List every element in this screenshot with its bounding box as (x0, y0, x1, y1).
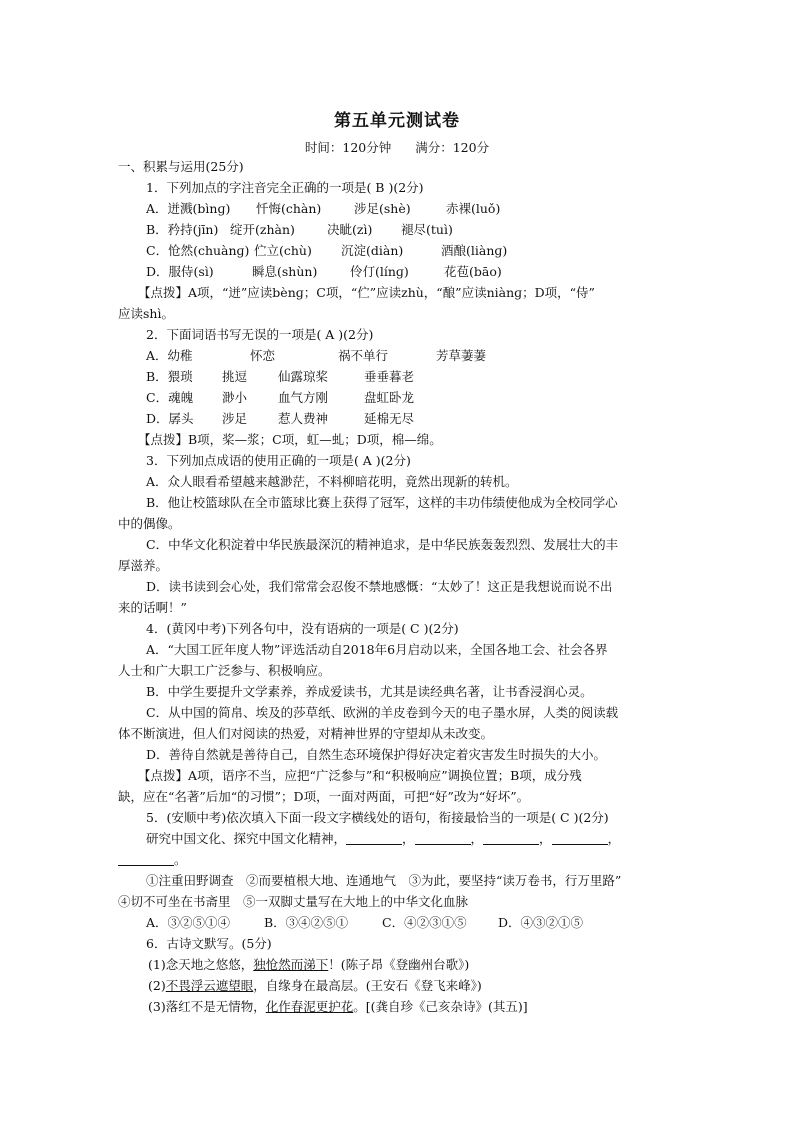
question-3-option-b: B．他让校篮球队在全市篮球比赛上获得了冠军，这样的丰功伟绩使他成为全校同学心 (146, 495, 618, 510)
question-4-option-a: A．“大国工匠年度人物”评选活动自2018年6月启动以来，全国各地工会、社会各界 (146, 642, 608, 657)
option-item: D．服侍(sì) (146, 264, 214, 279)
question-4-option-c: C．从中国的简帛、埃及的莎草纸、欧洲的羊皮卷到今天的电子墨水屏，人类的阅读载 (146, 705, 619, 720)
question-5-passage (118, 828, 678, 849)
question-1-tip: 【点拨】A项，“迸”应读bènɡ；C项，“伫”应读zhù，“酿”应读niànɡ；D项，“侍” (138, 285, 595, 300)
option-item: 花苞(bāo) (444, 264, 502, 279)
poem-source: 。[(龚自珍《己亥杂诗》(其五)] (353, 999, 528, 1014)
question-2-option-b (118, 366, 678, 387)
option-item: 垂垂暮老 (364, 369, 415, 384)
option-item: 褪尽(tuì) (401, 222, 453, 237)
passage-text: 研究中国文化、探究中国文化精神， (146, 831, 347, 846)
option-item: B．矜持(jīn) (146, 222, 219, 237)
option-item: 伫立(chù) (254, 243, 312, 258)
question-2-tip: 【点拨】B项，桨—浆；C项，虹—虬；D项，棉—绵。 (138, 432, 442, 447)
option-item: 芳草萋萋 (436, 348, 487, 363)
question-3-option-c-cont: 厚滋养。 (118, 558, 169, 573)
question-1-option-a (118, 198, 678, 219)
question-5-options (118, 912, 678, 933)
question-3-option-a: A．众人眼看希望越来越渺茫，不料柳暗花明，竟然出现新的转机。 (146, 474, 518, 489)
question-1-option-d (118, 261, 678, 282)
option-item: 怀恋 (250, 348, 276, 363)
question-3-option-d-cont: 来的话啊！” (118, 600, 187, 615)
blank-line (118, 851, 174, 866)
question-4-option-d: D．善待自然就是善待自己，自然生态环境保护得好决定着灾害发生时损失的大小。 (146, 747, 607, 762)
poem-answer: 独怆然而涕下 (253, 957, 329, 972)
option-item: 瞬息(shùn) (252, 264, 318, 279)
poem-source: ！(陈子昂《登幽州台歌》) (328, 957, 470, 972)
option-item: 挑逗 (222, 369, 248, 384)
comma: ， (607, 831, 621, 846)
poem-source: ，自缘身在最高层。(王安石《登飞来峰》) (253, 978, 482, 993)
question-3-stem: 3．下列加点成语的使用正确的一项是( A )(2分) (146, 453, 411, 468)
poem-line-3 (118, 996, 678, 1017)
blank-line (415, 830, 471, 845)
option-item: 忏悔(chàn) (256, 201, 322, 216)
question-3-option-c: C．中华文化积淀着中华民族最深沉的精神追求，是中华民族轰轰烈烈、发展壮大的丰 (146, 537, 619, 552)
question-2-option-c (118, 387, 678, 408)
question-4-option-a-cont: 人士和广大职工广泛参与、积极响应。 (118, 663, 331, 678)
option-item: A．幼稚 (146, 348, 193, 363)
question-6-stem: 6．古诗文默写。(5分) (146, 936, 272, 951)
option-item: 祸不单行 (338, 348, 389, 363)
option-item: B．③④②⑤① (264, 915, 349, 930)
poem-line-1 (118, 954, 678, 975)
time-limit: 时间：120分钟 (304, 140, 392, 155)
question-4-option-c-cont: 体不断演进，但人们对阅读的热爱，对精神世界的守望却从未改变。 (118, 726, 494, 741)
option-item: A．③②⑤①④ (146, 915, 231, 930)
option-item: 酒酿(liànɡ) (441, 243, 508, 258)
poem-answer: 不畏浮云遮望眼 (165, 978, 254, 993)
comma: ， (539, 831, 552, 846)
poem-text: (1)念天地之悠悠， (148, 957, 254, 972)
question-4-tip: 【点拨】A项，语序不当，应把“广泛参与”和“积极响应”调换位置；B项，成分残 (138, 768, 582, 783)
option-item: 绽开(zhàn) (230, 222, 295, 237)
question-1-option-b (118, 219, 678, 240)
exam-content (118, 156, 678, 1017)
question-3-option-d: D．读书读到会心处，我们常常会忍俊不禁地感慨：“太妙了！这正是我想说而说不出 (146, 579, 613, 594)
option-item: 涉足 (222, 411, 248, 426)
question-1-stem: 1．下列加点的字注音完全正确的一项是( B )(2分) (146, 180, 424, 195)
question-4-option-b: B．中学生要提升文学素养，养成爱读书，尤其是读经典名著，让书香浸润心灵。 (146, 684, 593, 699)
blank-line (346, 830, 402, 845)
option-item: 延棉无尽 (364, 411, 415, 426)
poem-text: (3)落红不是无情物， (148, 999, 266, 1014)
option-item: A．迸溅(bìnɡ) (146, 201, 231, 216)
poem-text: (2) (148, 978, 166, 993)
section-heading: 一、积累与运用(25分) (118, 159, 244, 174)
comma: ， (470, 831, 484, 846)
option-item: 盘虹卧龙 (364, 390, 415, 405)
option-item: 仙露琼桨 (278, 369, 329, 384)
exam-meta (0, 138, 794, 156)
option-item: C．怆然(chuànɡ) (146, 243, 250, 258)
option-item: 沉淀(diàn) (341, 243, 404, 258)
question-4-tip-cont: 缺，应在“名著”后加“的习惯”；D项，一面对两面，可把“好”改为“好坏”。 (118, 789, 530, 804)
option-item: D．④③②①⑤ (498, 915, 584, 930)
question-5-sentences: ①注重田野调查 ②而要植根大地、连通地气 ③为此，要坚持“读万卷书，行万里路” (146, 873, 622, 888)
option-item: D．孱头 (146, 411, 194, 426)
comma: ， (402, 831, 415, 846)
question-5-sentences-cont: ④切不可坐在书斋里 ⑤一双脚丈量写在大地上的中华文化血脉 (118, 894, 469, 909)
option-item: B．猥琐 (146, 369, 193, 384)
option-item: 惹人费神 (278, 411, 329, 426)
poem-answer: 化作春泥更护花 (265, 999, 354, 1014)
question-3-option-b-cont: 中的偶像。 (118, 516, 181, 531)
question-2-option-d (118, 408, 678, 429)
question-2-option-a (118, 345, 678, 366)
question-5-stem: 5．(安顺中考)依次填入下面一段文字横线处的语句，衔接最恰当的一项是( C )(2分) (146, 810, 609, 825)
poem-line-2 (118, 975, 678, 996)
blank-line (483, 830, 539, 845)
page-title: 第五单元测试卷 (334, 111, 460, 131)
option-item: 血气方刚 (278, 390, 329, 405)
question-5-passage-cont (118, 849, 678, 870)
option-item: 决眦(zì) (327, 222, 373, 237)
full-score: 满分：120分 (415, 140, 490, 155)
question-1-option-c (118, 240, 678, 261)
question-4-stem: 4．(黄冈中考)下列各句中，没有语病的一项是( C )(2分) (146, 621, 459, 636)
question-2-stem: 2．下面词语书写无误的一项是( A )(2分) (146, 327, 374, 342)
option-item: 伶仃(línɡ) (350, 264, 409, 279)
period: 。 (174, 852, 187, 867)
option-item: 涉足(shè) (354, 201, 411, 216)
question-1-tip-cont: 应读shì。 (118, 306, 174, 321)
option-item: 赤裸(luǒ) (446, 201, 501, 216)
option-item: C．魂魄 (146, 390, 194, 405)
option-item: C．④②③①⑤ (382, 915, 467, 930)
blank-line (552, 830, 608, 845)
option-item: 渺小 (222, 390, 248, 405)
